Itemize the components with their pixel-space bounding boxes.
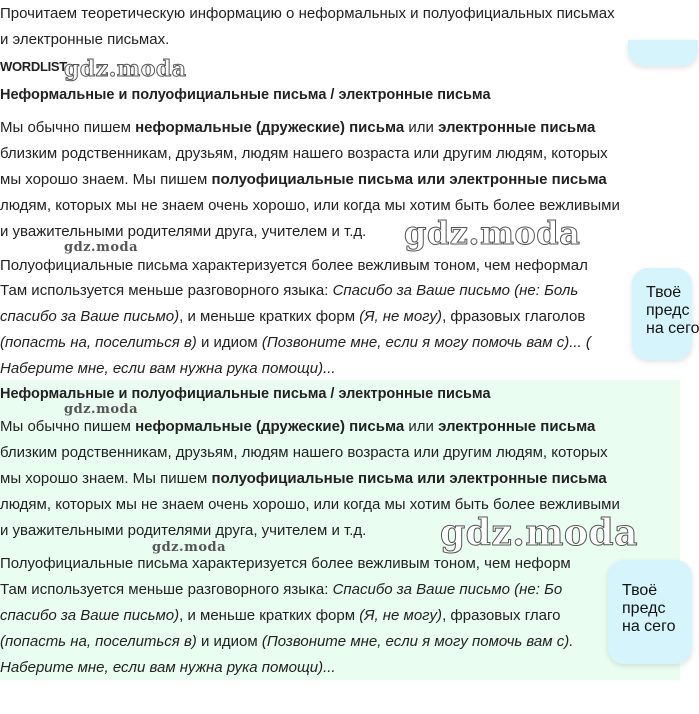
section2-p2-line2 [0,580,612,600]
section2-p2-line5 [0,658,336,678]
section2-p1-line1 [0,417,595,437]
text: , фразовых глаго [442,607,561,624]
section2-p1-line2: близким родственникам, друзьям, людям нашего возраста или другим людям, которых [0,444,608,461]
text-italic: (Я, не могу) [359,607,443,624]
section2-p1-line4: людям, которых мы не знаем очень хорошо, или когда мы хотим быть более вежливыми [0,496,620,513]
section1-p1-line3 [0,170,607,190]
section1-p2-line2 [0,281,636,301]
text-italic: Спасибо за Ваше письмо (не: Бо [332,581,563,598]
text-italic: (попасть на, поселиться в) [0,334,197,351]
section2-p1-line5: и уважительными родителями друга, учителем и т.д. [0,522,367,539]
text-bold: электронные письма [438,119,596,136]
chat-bubble[interactable] [632,268,699,360]
text-bold: электронные письма [438,418,596,435]
section2-p2-line3 [0,606,612,626]
intro-line-1: Прочитаем теоретическую информацию о неформальных и полуофициальных письмах [0,5,615,22]
text-bold: неформальные (дружеские) письма [135,119,405,136]
section1-p2-line5 [0,359,336,379]
text-italic: Спасибо за Ваше письмо (не: Боль [332,282,579,299]
text: , и меньше кратких форм [179,308,360,325]
section2-p2-line1: Полуофициальные письма характеризуется более вежливым тоном, чем неформ [0,555,571,572]
text: и идиом [196,633,262,650]
text: и идиом [196,334,262,351]
text: или [404,119,439,136]
section2-p2-line4 [0,632,612,652]
text: Там используется меньше разговорного языка: [0,282,333,299]
section1-p1-line4: людям, которых мы не знаем очень хорошо, или когда мы хотим быть более вежливыми [0,197,620,214]
section1-p1-line1 [0,118,595,138]
watermark-logo: gdz.moda [64,56,187,82]
text-italic: спасибо за Ваше письмо) [0,607,180,624]
text: или [404,418,439,435]
section1-heading: Неформальные и полуофициальные письма / электронные письма [0,87,491,103]
bubble-text: предс [622,600,666,617]
text: Мы обычно пишем [0,418,136,435]
section1-p2-line3 [0,307,636,327]
bubble-text: на сего [622,618,676,635]
text-italic: (Позвоните мне, если я могу помочь вам с)... ( [261,334,591,351]
text-italic: (Я, не могу) [359,308,443,325]
section1-p1-line5: и уважительными родителями друга, учителем и т.д. [0,223,367,240]
watermark-logo: gdz.moda [404,214,581,252]
text: мы хорошо знаем. Мы пишем [0,171,212,188]
text: Мы обычно пишем [0,119,136,136]
top-chat-bubble[interactable] [628,40,698,66]
text-bold: неформальные (дружеские) письма [135,418,405,435]
section1-p1-line2: близким родственникам, друзьям, людям нашего возраста или другим людям, которых [0,145,608,162]
text: мы хорошо знаем. Мы пишем [0,470,212,487]
chat-bubble[interactable] [608,560,692,664]
text-italic: Наберите мне, если вам нужна рука помощи)... [0,659,336,676]
text-bold: полуофициальные письма или электронные письма [211,470,607,487]
text: Там используется меньше разговорного языка: [0,581,333,598]
bubble-text: на сего [646,320,699,337]
wordlist-label: WORDLIST [0,59,67,74]
intro-line-2: и электронные письмах. [0,31,170,48]
section1-p2-line1: Полуофициальные письма характеризуется более вежливым тоном, чем неформал [0,257,588,274]
text-bold: полуофициальные письма или электронные письма [211,171,607,188]
section2-p1-line3 [0,469,607,489]
section2-heading: Неформальные и полуофициальные письма / электронные письма [0,386,491,402]
watermark-logo: gdz.moda [440,512,638,554]
bubble-text: Твоё [646,284,682,301]
text: , и меньше кратких форм [179,607,360,624]
section1-p2-line4 [0,333,636,353]
bubble-text: предс [646,302,690,319]
text-italic: спасибо за Ваше письмо) [0,308,180,325]
text: , фразовых глаголов [442,308,586,325]
watermark-logo: gdz.moda [152,540,227,555]
text-italic: (Позвоните мне, если я могу помочь вам с). [261,633,574,650]
watermark-logo: gdz.moda [64,240,139,255]
bubble-text: Твоё [622,582,658,599]
watermark-logo: gdz.moda [64,402,139,417]
text-italic: (попасть на, поселиться в) [0,633,197,650]
text-italic: Наберите мне, если вам нужна рука помощи)... [0,360,336,377]
